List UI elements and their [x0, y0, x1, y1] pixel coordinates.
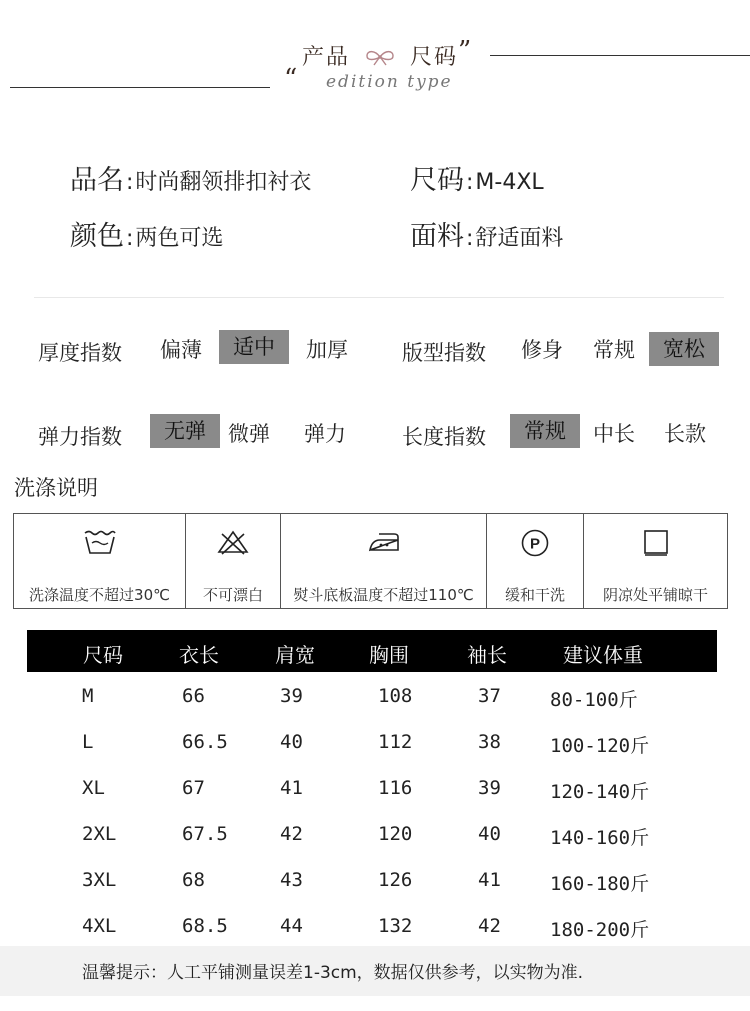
header-title-right: 尺码 — [410, 45, 459, 70]
size-table-header — [27, 630, 717, 672]
wash-text-handwash: 洗涤温度不超过30℃ — [29, 586, 170, 604]
colon: : — [466, 170, 474, 195]
header-title — [302, 40, 458, 71]
wash-cell-handwash — [14, 514, 186, 608]
thickness-option-thin: 偏薄 — [160, 338, 202, 362]
length-index-label: 长度指数 — [402, 425, 486, 449]
dry-clean-letter: P — [529, 535, 541, 553]
thickness-option-thick: 加厚 — [306, 338, 348, 362]
header-sleeve: 袖长 — [467, 643, 507, 667]
product-name — [70, 158, 311, 197]
line-dry-shade-icon — [641, 528, 671, 562]
table-cell: 39 — [478, 777, 501, 799]
table-cell: 44 — [280, 915, 303, 937]
length-option-long: 长款 — [664, 422, 706, 446]
table-cell: 42 — [280, 823, 303, 845]
colon: : — [126, 226, 134, 251]
product-color — [70, 214, 223, 253]
wash-cell-iron — [281, 514, 487, 608]
fit-option-slim: 修身 — [521, 338, 563, 362]
iron-icon — [366, 528, 402, 560]
table-cell: 67.5 — [182, 823, 228, 845]
table-cell: 41 — [280, 777, 303, 799]
elasticity-index-label: 弹力指数 — [38, 425, 122, 449]
wash-text-iron: 熨斗底板温度不超过110℃ — [293, 586, 474, 604]
elasticity-option-stretch: 弹力 — [304, 422, 346, 446]
table-cell: 112 — [378, 731, 413, 753]
table-cell: M — [82, 685, 94, 707]
table-cell: 42 — [478, 915, 501, 937]
fit-option-loose: 宽松 — [649, 332, 719, 366]
thickness-index-label: 厚度指数 — [38, 341, 122, 365]
table-cell: 41 — [478, 869, 501, 891]
table-cell: 38 — [478, 731, 501, 753]
table-cell: L — [82, 731, 94, 753]
header-line-left — [10, 87, 270, 88]
table-cell: 120-140斤 — [550, 781, 650, 803]
header-length: 衣长 — [179, 643, 219, 667]
wash-cell-no-bleach — [186, 514, 281, 608]
table-cell: 68 — [182, 869, 205, 891]
table-cell: 116 — [378, 777, 413, 799]
product-color-label: 颜色 — [70, 221, 124, 252]
table-cell: 39 — [280, 685, 303, 707]
quote-open: “ — [284, 64, 298, 94]
table-cell: 4XL — [82, 915, 117, 937]
table-cell: 40 — [478, 823, 501, 845]
product-name-label: 品名 — [70, 165, 124, 196]
product-fabric-label: 面料 — [410, 221, 464, 252]
product-fabric-value: 舒适面料 — [475, 226, 564, 251]
header-title-left: 产品 — [302, 45, 351, 70]
wash-cell-line-dry — [584, 514, 727, 608]
product-size-label: 尺码 — [410, 165, 464, 196]
table-cell: 67 — [182, 777, 205, 799]
table-cell: 3XL — [82, 869, 117, 891]
header-line-right — [490, 55, 750, 56]
table-cell: XL — [82, 777, 105, 799]
dry-clean-p-icon — [520, 528, 550, 562]
table-cell: 37 — [478, 685, 501, 707]
table-cell: 140-160斤 — [550, 827, 650, 849]
ribbon-bow-icon — [363, 47, 397, 65]
table-cell: 43 — [280, 869, 303, 891]
table-cell: 2XL — [82, 823, 117, 845]
quote-close: ” — [458, 36, 472, 66]
table-cell: 100-120斤 — [550, 735, 650, 757]
fit-option-regular: 常规 — [593, 338, 635, 362]
no-bleach-icon — [216, 528, 250, 560]
wash-table — [13, 513, 728, 609]
thickness-option-medium: 适中 — [219, 330, 289, 364]
length-option-mid: 中长 — [593, 422, 635, 446]
wash-text-line-dry: 阴凉处平铺晾干 — [602, 586, 708, 604]
header-shoulder: 肩宽 — [275, 643, 315, 667]
table-cell: 66.5 — [182, 731, 228, 753]
table-cell: 40 — [280, 731, 303, 753]
hand-wash-30-icon — [83, 528, 117, 560]
colon: : — [466, 226, 474, 251]
section-divider — [34, 297, 724, 298]
header-weight: 建议体重 — [563, 643, 643, 667]
wash-text-dry-clean: 缓和干洗 — [504, 586, 565, 604]
header-chest: 胸围 — [369, 643, 409, 667]
table-cell: 108 — [378, 685, 413, 707]
elasticity-option-none: 无弹 — [150, 414, 220, 448]
table-cell: 132 — [378, 915, 413, 937]
header-size: 尺码 — [83, 643, 123, 667]
table-cell: 180-200斤 — [550, 919, 650, 941]
product-color-value: 两色可选 — [135, 226, 224, 251]
header-subtitle: edition type — [326, 72, 453, 92]
colon: : — [126, 170, 134, 195]
table-cell: 68.5 — [182, 915, 228, 937]
length-option-regular: 常规 — [510, 414, 580, 448]
wash-title: 洗涤说明 — [14, 476, 98, 500]
fit-index-label: 版型指数 — [402, 341, 486, 365]
wash-cell-dry-clean — [487, 514, 584, 608]
footer-tip: 温馨提示：人工平铺测量误差1-3cm，数据仅供参考，以实物为准. — [82, 963, 584, 983]
product-size-value: M-4XL — [475, 170, 544, 195]
table-cell: 120 — [378, 823, 413, 845]
wash-text-no-bleach: 不可漂白 — [202, 586, 263, 604]
table-cell: 126 — [378, 869, 413, 891]
elasticity-option-slight: 微弹 — [228, 422, 270, 446]
table-cell: 160-180斤 — [550, 873, 650, 895]
product-size — [410, 158, 544, 197]
table-cell: 80-100斤 — [550, 689, 638, 711]
product-name-value: 时尚翻领排扣衬衣 — [135, 170, 312, 195]
table-cell: 66 — [182, 685, 205, 707]
product-fabric — [410, 214, 563, 253]
